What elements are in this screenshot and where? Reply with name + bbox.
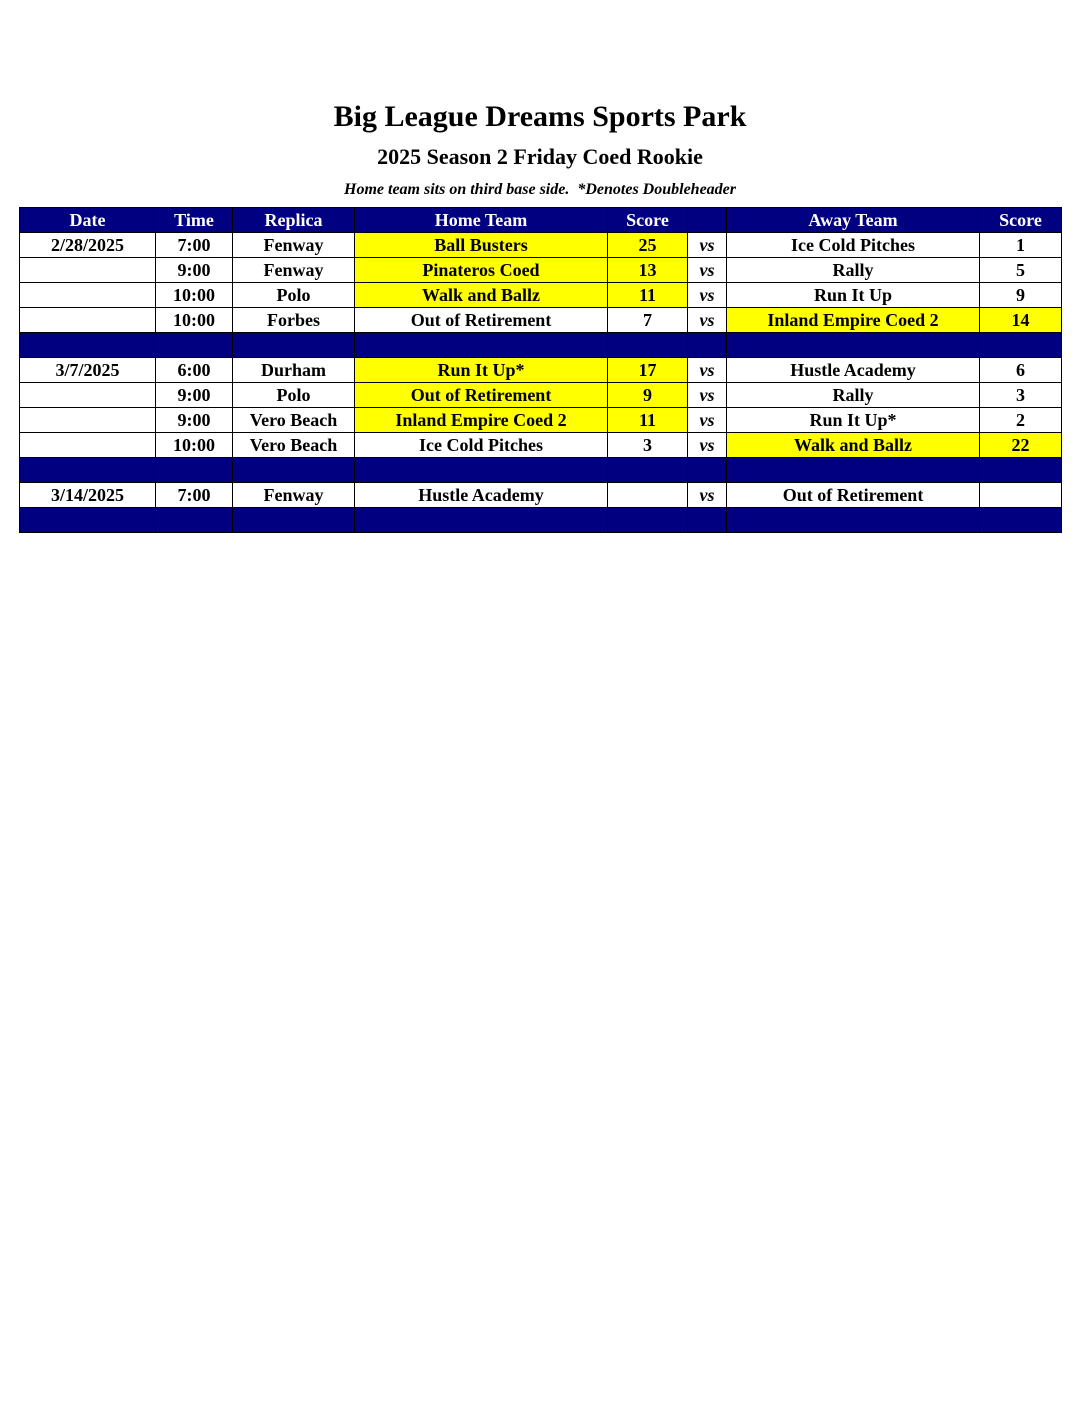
col-header-time: Time	[156, 208, 233, 233]
schedule-table	[19, 207, 1062, 533]
home-team-cell: Pinateros Coed	[355, 258, 608, 283]
replica-cell: Vero Beach	[233, 433, 355, 458]
time-cell: 7:00	[156, 233, 233, 258]
vs-cell: vs	[688, 308, 727, 333]
separator-cell	[688, 333, 727, 358]
separator-cell	[727, 508, 980, 533]
away-score-cell: 2	[980, 408, 1062, 433]
date-cell	[20, 283, 156, 308]
time-cell: 9:00	[156, 383, 233, 408]
date-cell	[20, 408, 156, 433]
time-cell: 9:00	[156, 408, 233, 433]
table-row	[20, 483, 1062, 508]
col-header-home-team: Home Team	[355, 208, 608, 233]
home-score-cell: 3	[608, 433, 688, 458]
replica-cell: Polo	[233, 283, 355, 308]
table-row	[20, 308, 1062, 333]
separator-cell	[355, 333, 608, 358]
home-score-cell: 25	[608, 233, 688, 258]
page-title: Big League Dreams Sports Park	[333, 100, 747, 133]
separator-cell	[688, 508, 727, 533]
vs-cell: vs	[688, 358, 727, 383]
date-cell	[20, 258, 156, 283]
separator-cell	[156, 508, 233, 533]
replica-cell: Fenway	[233, 258, 355, 283]
away-score-cell	[980, 483, 1062, 508]
col-header-vs	[688, 208, 727, 233]
separator-row	[20, 508, 1062, 533]
col-header-away-score: Score	[980, 208, 1062, 233]
separator-cell	[727, 458, 980, 483]
away-team-cell: Ice Cold Pitches	[727, 233, 980, 258]
home-team-cell: Out of Retirement	[355, 308, 608, 333]
col-header-date: Date	[20, 208, 156, 233]
separator-cell	[980, 333, 1062, 358]
away-team-cell: Rally	[727, 383, 980, 408]
separator-cell	[727, 333, 980, 358]
date-cell: 2/28/2025	[20, 233, 156, 258]
separator-cell	[355, 508, 608, 533]
separator-cell	[233, 508, 355, 533]
schedule-note: Home team sits on third base side. *Denotes Doubleheader	[344, 181, 736, 198]
table-row	[20, 383, 1062, 408]
away-team-cell: Out of Retirement	[727, 483, 980, 508]
replica-cell: Durham	[233, 358, 355, 383]
away-score-cell: 1	[980, 233, 1062, 258]
separator-cell	[20, 333, 156, 358]
table-row	[20, 433, 1062, 458]
home-score-cell: 13	[608, 258, 688, 283]
replica-cell: Polo	[233, 383, 355, 408]
separator-cell	[608, 333, 688, 358]
replica-cell: Fenway	[233, 483, 355, 508]
separator-cell	[20, 458, 156, 483]
table-row	[20, 408, 1062, 433]
separator-cell	[20, 508, 156, 533]
home-team-cell: Out of Retirement	[355, 383, 608, 408]
separator-cell	[608, 508, 688, 533]
replica-cell: Forbes	[233, 308, 355, 333]
away-team-cell: Hustle Academy	[727, 358, 980, 383]
time-cell: 9:00	[156, 258, 233, 283]
separator-cell	[156, 458, 233, 483]
home-score-cell: 7	[608, 308, 688, 333]
away-score-cell: 9	[980, 283, 1062, 308]
col-header-away-team: Away Team	[727, 208, 980, 233]
date-cell: 3/14/2025	[20, 483, 156, 508]
separator-row	[20, 458, 1062, 483]
home-team-cell: Walk and Ballz	[355, 283, 608, 308]
away-team-cell: Run It Up*	[727, 408, 980, 433]
away-team-cell: Walk and Ballz	[727, 433, 980, 458]
home-team-cell: Run It Up*	[355, 358, 608, 383]
table-row	[20, 258, 1062, 283]
separator-cell	[980, 458, 1062, 483]
vs-cell: vs	[688, 258, 727, 283]
table-row	[20, 233, 1062, 258]
time-cell: 10:00	[156, 283, 233, 308]
away-score-cell: 3	[980, 383, 1062, 408]
col-header-home-score: Score	[608, 208, 688, 233]
vs-cell: vs	[688, 383, 727, 408]
table-row	[20, 358, 1062, 383]
away-score-cell: 22	[980, 433, 1062, 458]
separator-cell	[688, 458, 727, 483]
date-cell	[20, 383, 156, 408]
separator-cell	[233, 333, 355, 358]
page-subtitle: 2025 Season 2 Friday Coed Rookie	[377, 144, 703, 169]
home-score-cell: 11	[608, 283, 688, 308]
time-cell: 10:00	[156, 308, 233, 333]
table-row	[20, 283, 1062, 308]
separator-cell	[608, 458, 688, 483]
vs-cell: vs	[688, 483, 727, 508]
home-team-cell: Ice Cold Pitches	[355, 433, 608, 458]
separator-cell	[980, 508, 1062, 533]
home-team-cell: Ball Busters	[355, 233, 608, 258]
vs-cell: vs	[688, 283, 727, 308]
home-team-cell: Hustle Academy	[355, 483, 608, 508]
separator-cell	[233, 458, 355, 483]
away-score-cell: 14	[980, 308, 1062, 333]
away-team-cell: Run It Up	[727, 283, 980, 308]
replica-cell: Fenway	[233, 233, 355, 258]
home-score-cell: 17	[608, 358, 688, 383]
home-score-cell: 9	[608, 383, 688, 408]
header-row	[20, 208, 1062, 233]
schedule-body	[20, 233, 1062, 533]
home-score-cell: 11	[608, 408, 688, 433]
away-team-cell: Inland Empire Coed 2	[727, 308, 980, 333]
date-cell	[20, 308, 156, 333]
separator-cell	[156, 333, 233, 358]
vs-cell: vs	[688, 408, 727, 433]
separator-cell	[355, 458, 608, 483]
time-cell: 10:00	[156, 433, 233, 458]
date-cell	[20, 433, 156, 458]
date-cell: 3/7/2025	[20, 358, 156, 383]
col-header-replica: Replica	[233, 208, 355, 233]
away-score-cell: 5	[980, 258, 1062, 283]
away-team-cell: Rally	[727, 258, 980, 283]
home-score-cell	[608, 483, 688, 508]
time-cell: 7:00	[156, 483, 233, 508]
separator-row	[20, 333, 1062, 358]
time-cell: 6:00	[156, 358, 233, 383]
replica-cell: Vero Beach	[233, 408, 355, 433]
home-team-cell: Inland Empire Coed 2	[355, 408, 608, 433]
away-score-cell: 6	[980, 358, 1062, 383]
vs-cell: vs	[688, 233, 727, 258]
vs-cell: vs	[688, 433, 727, 458]
